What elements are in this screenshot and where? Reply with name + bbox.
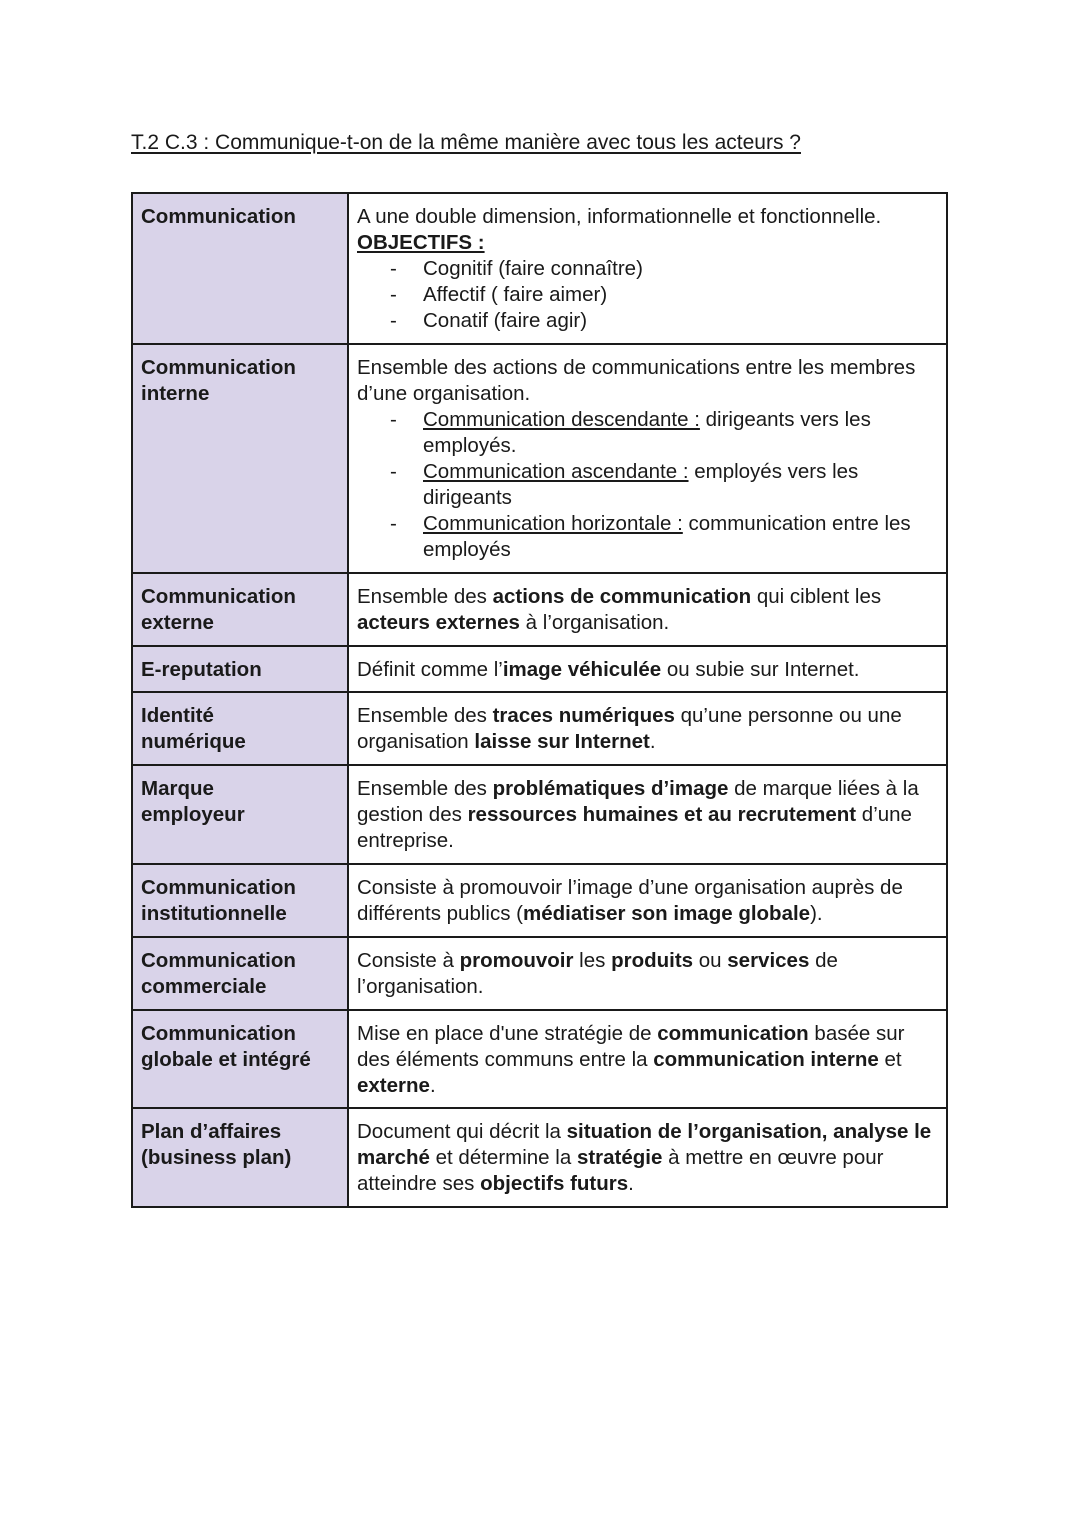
term-label: institutionnelle	[141, 902, 287, 925]
definition-text: Définit comme l’	[357, 658, 503, 681]
definition-text: et	[878, 1048, 902, 1071]
definition-cell	[348, 344, 947, 573]
term-label: employeur	[141, 803, 245, 826]
term-label: Communication	[141, 949, 296, 972]
definition-cell	[348, 692, 947, 765]
table-row	[132, 864, 947, 937]
term-label: Communication	[141, 205, 296, 228]
term-label: externe	[141, 611, 214, 634]
definition-text: ).	[810, 902, 823, 925]
definition-keyword: problématiques d’image	[492, 777, 729, 800]
definition-keyword: laisse sur Internet	[474, 730, 650, 753]
definition-text: ou	[693, 949, 728, 972]
definition-text: basée sur des éléments communs entre la	[357, 1022, 905, 1071]
list-item: - Conatif (faire agir)	[423, 308, 936, 334]
definition-text: de l’organisation.	[357, 949, 838, 998]
list-item-text: communication entre les employés	[423, 512, 911, 561]
definition-keyword: communication interne	[653, 1048, 879, 1071]
definition-keyword: actions de communication	[492, 585, 752, 608]
list-item-label: Communication descendante :	[423, 408, 700, 431]
definition-cell	[348, 573, 947, 646]
definition-text: les	[573, 949, 612, 972]
term-label: commerciale	[141, 975, 267, 998]
term-label: Marque	[141, 777, 214, 800]
term-label: interne	[141, 382, 210, 405]
table-row	[132, 765, 947, 864]
definition-keyword: acteurs externes	[357, 611, 520, 634]
list-item	[423, 511, 936, 563]
definition-keyword: stratégie	[576, 1146, 663, 1169]
definition-keyword: situation de l’organisation, analyse le marché	[357, 1120, 932, 1169]
term-cell	[132, 1010, 348, 1108]
definition-cell	[348, 765, 947, 864]
term-cell	[132, 646, 348, 692]
definition-cell	[348, 1010, 947, 1108]
term-label: Plan d’affaires	[141, 1120, 282, 1143]
table-row	[132, 573, 947, 646]
definition-keyword: services	[727, 949, 810, 972]
term-cell	[132, 937, 348, 1010]
definition-keyword: produits	[611, 949, 694, 972]
definition-text: ou subie sur Internet.	[661, 658, 860, 681]
list-item	[423, 407, 936, 459]
definition-keyword: promouvoir	[459, 949, 574, 972]
term-label: Identité	[141, 704, 214, 727]
term-label: Communication	[141, 1022, 296, 1045]
glossary-table	[131, 192, 948, 1208]
definition-cell	[348, 1108, 947, 1207]
term-cell	[132, 864, 348, 937]
table-row	[132, 1010, 947, 1108]
definition-text: .	[649, 730, 656, 753]
definition-keyword: image véhiculée	[502, 658, 662, 681]
objectifs-list	[357, 256, 936, 334]
definition-text: Ensemble des	[357, 704, 493, 727]
term-label: Communication	[141, 585, 296, 608]
definition-text: Ensemble des	[357, 777, 493, 800]
list-item	[423, 459, 936, 511]
term-label: Communication	[141, 876, 296, 899]
list-item-text: employés vers les dirigeants	[423, 460, 859, 509]
table-row	[132, 646, 947, 692]
definition-text: qu’une personne ou une organisation	[357, 704, 902, 753]
definition-keyword: traces numériques	[492, 704, 675, 727]
definition-text: .	[628, 1172, 634, 1195]
table-row	[132, 1108, 947, 1207]
definition-text: Consiste à promouvoir l’image d’une organisation auprès de différents publics (	[357, 876, 903, 925]
definition-text: Consiste à	[357, 949, 460, 972]
definition-cell	[348, 864, 947, 937]
term-label: globale et intégré	[141, 1048, 311, 1071]
table-row	[132, 692, 947, 765]
definition-keyword: externe	[357, 1074, 430, 1097]
list-item: - Affectif ( faire aimer)	[423, 282, 936, 308]
term-cell	[132, 193, 348, 344]
communication-types-list	[357, 407, 936, 563]
term-cell	[132, 765, 348, 864]
term-cell	[132, 692, 348, 765]
definition-text: à mettre en œuvre pour atteindre ses	[357, 1146, 884, 1195]
table-row	[132, 193, 947, 344]
definition-keyword: communication	[657, 1022, 809, 1045]
list-item-label: Communication ascendante :	[423, 460, 689, 483]
table-row	[132, 344, 947, 573]
definition-text: et détermine la	[429, 1146, 577, 1169]
definition-text: A une double dimension, informationnelle et fonctionnelle.	[357, 205, 882, 228]
definition-text: Document qui décrit la	[357, 1120, 567, 1143]
definition-text: Mise en place d'une stratégie de	[357, 1022, 658, 1045]
definition-text: de marque liées à la gestion des	[357, 777, 919, 826]
definition-text: qui ciblent les	[751, 585, 882, 608]
definition-cell	[348, 937, 947, 1010]
list-item: - Cognitif (faire connaître)	[423, 256, 936, 282]
definition-keyword: objectifs futurs	[480, 1172, 629, 1195]
definition-cell	[348, 646, 947, 692]
term-label: Communication	[141, 356, 296, 379]
term-cell	[132, 573, 348, 646]
term-cell	[132, 344, 348, 573]
term-label: E-reputation	[141, 658, 262, 681]
definition-text: .	[429, 1074, 436, 1097]
list-item-text: dirigeants vers les employés.	[423, 408, 871, 457]
term-label: (business plan)	[141, 1146, 292, 1169]
definition-keyword: médiatiser son image globale	[522, 902, 811, 925]
term-cell	[132, 1108, 348, 1207]
term-label: numérique	[141, 730, 246, 753]
definition-text: à l’organisation.	[519, 611, 670, 634]
table-row	[132, 937, 947, 1010]
objectifs-label: OBJECTIFS :	[357, 231, 485, 254]
definition-text: Ensemble des actions de communications entre les membres d’une organisation.	[357, 356, 916, 405]
definition-keyword: ressources humaines et au recrutement	[467, 803, 857, 826]
definition-text: d’une entreprise.	[357, 803, 912, 852]
page-title: T.2 C.3 : Communique-t-on de la même manière avec tous les acteurs ?	[131, 131, 801, 154]
definition-cell	[348, 193, 947, 344]
list-item-label: Communication horizontale :	[423, 512, 683, 535]
definition-text: Ensemble des	[357, 585, 493, 608]
